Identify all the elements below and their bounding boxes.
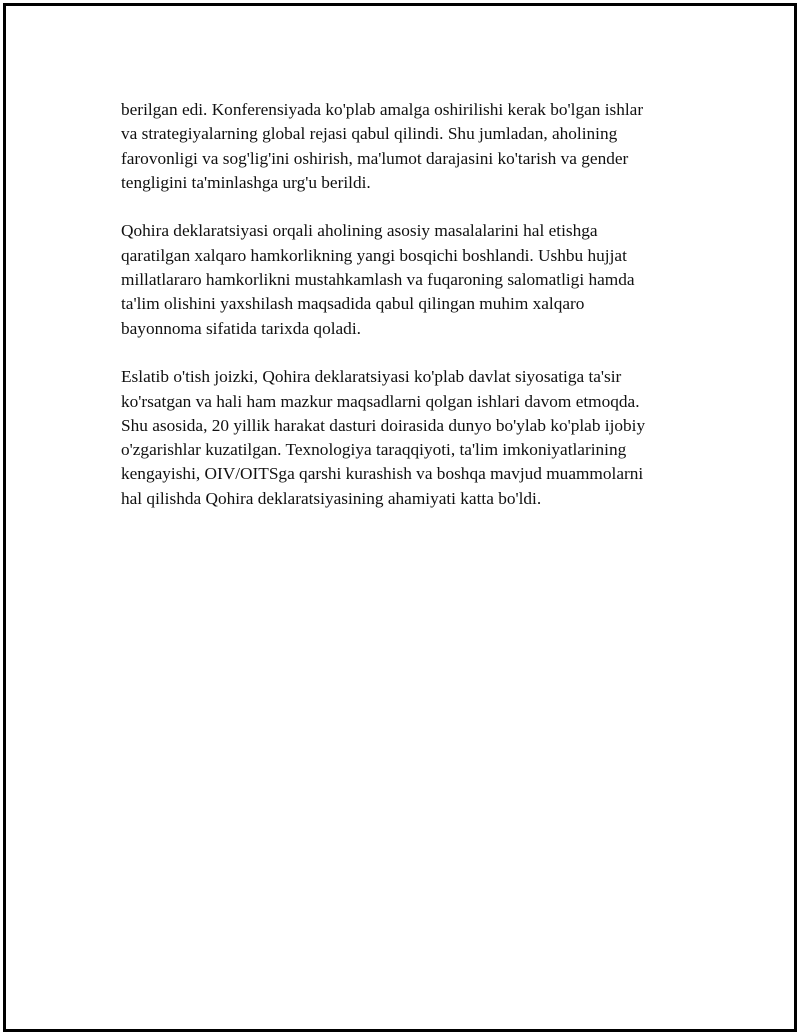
text-line: hal qilishda Qohira deklaratsiyasining ahamiyati katta bo'ldi. [121,488,542,508]
text-line: va strategiyalarning global rejasi qabul qilindi. Shu jumladan, aholining [121,124,618,144]
text-line: qaratilgan xalqaro hamkorlikning yangi bosqichi boshlandi. Ushbu hujjat [121,245,627,265]
text-line: kengayishi, OIV/OITSga qarshi kurashish va boshqa mavjud muammolarni [121,464,644,484]
text-line: ta'lim olishini yaxshilash maqsadida qabul qilingan muhim xalqaro [121,294,585,314]
text-line: Eslatib o'tish joizki, Qohira deklaratsiyasi ko'plab davlat siyosatiga ta'sir [121,367,622,387]
paragraph-2 [121,219,691,340]
text-line: bayonnoma sifatida tarixda qoladi. [121,318,361,338]
text-line: millatlararo hamkorlikni mustahkamlash va fuqaroning salomatligi hamda [121,270,635,290]
text-line: Shu asosida, 20 yillik harakat dasturi doirasida dunyo bo'ylab ko'plab ijobiy [121,415,646,435]
text-line: tengligini ta'minlashga urg'u berildi. [121,172,371,192]
text-line: farovonligi va sog'lig'ini oshirish, ma'lumot darajasini ko'tarish va gender [121,148,629,168]
document-body [121,98,691,535]
paragraph-3 [121,365,691,511]
text-line: ko'rsatgan va hali ham mazkur maqsadlarni qolgan ishlari davom etmoqda. [121,391,640,411]
page-frame [3,3,797,1032]
text-line: Qohira deklaratsiyasi orqali aholining asosiy masalalarini hal etishga [121,221,598,241]
text-line: o'zgarishlar kuzatilgan. Texnologiya taraqqiyoti, ta'lim imkoniyatlarining [121,440,627,460]
paragraph-1 [121,98,691,195]
text-line: berilgan edi. Konferensiyada ko'plab amalga oshirilishi kerak bo'lgan ishlar [121,100,644,119]
